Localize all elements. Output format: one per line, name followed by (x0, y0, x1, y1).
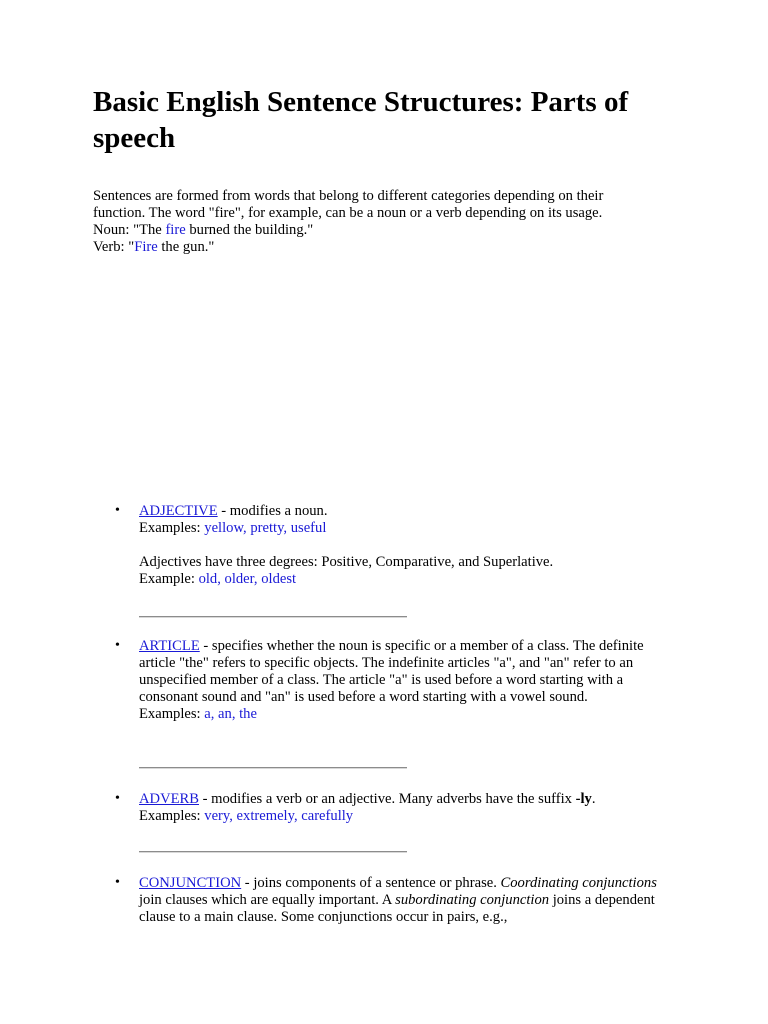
list-item-adjective (139, 503, 679, 588)
conjunction-link[interactable]: CONJUNCTION (139, 875, 242, 891)
article-examples-label: Examples: (139, 706, 205, 722)
adjective-example-label: Example: (139, 571, 199, 587)
verb-word: Fire (134, 239, 158, 255)
adjective-note: Adjectives have three degrees: Positive, Comparative, and Superlative. (139, 554, 554, 570)
conjunction-definition-b: join clauses which are equally important. A (139, 892, 396, 908)
adjective-examples-label: Examples: (139, 520, 205, 536)
adjective-examples: yellow, pretty, useful (204, 520, 327, 536)
article-definition: - specifies whether the noun is specific or a member of a class. The definite article "the" refers to specific objects. The indefinite articles "a", and "an" refer to an unspecified member of a class. The article "a" is used before a word starting with a consonant sound and "an" is used before a word starting with a vowel sound. (139, 638, 644, 705)
noun-example (93, 222, 653, 239)
adverb-period: . (591, 791, 596, 807)
verb-suffix: the gun." (157, 239, 215, 255)
adverb-examples-label: Examples: (139, 808, 205, 824)
article-examples: a, an, the (204, 706, 257, 722)
noun-word: fire (165, 222, 186, 238)
divider (139, 851, 407, 853)
adjective-example: old, older, oldest (198, 571, 297, 587)
conjunction-definition-c: joins a dependent clause to a main clause. Some conjunctions occur in pairs, e.g., (139, 892, 655, 925)
list-item-article (139, 638, 669, 723)
noun-prefix: Noun: "The (93, 222, 166, 238)
bullet-icon: • (115, 791, 120, 806)
adverb-definition: - modifies a verb or an adjective. Many adverbs have the suffix (199, 791, 576, 807)
verb-example (93, 239, 653, 256)
noun-suffix: burned the building." (185, 222, 314, 238)
bullet-icon: • (115, 638, 120, 653)
bullet-icon: • (115, 875, 120, 890)
bullet-icon: • (115, 503, 120, 518)
conjunction-definition-a: - joins components of a sentence or phrase. (241, 875, 501, 891)
adjective-link[interactable]: ADJECTIVE (139, 503, 218, 519)
list-item-conjunction (139, 875, 669, 926)
divider (139, 767, 407, 769)
adverb-suffix: -ly (575, 791, 592, 807)
page-title: Basic English Sentence Structures: Parts of speech (93, 86, 629, 154)
article-link[interactable]: ARTICLE (139, 638, 200, 654)
coordinating-term: Coordinating conjunctions (500, 875, 657, 891)
divider (139, 616, 407, 618)
intro-paragraph: Sentences are formed from words that belong to different categories depending on their function. The word "fire", for example, can be a noun or a verb depending on its usage. (93, 188, 604, 221)
subordinating-term: subordinating conjunction (395, 892, 550, 908)
adjective-definition: - modifies a noun. (217, 503, 328, 519)
intro-section (93, 188, 653, 256)
adverb-link[interactable]: ADVERB (139, 791, 199, 807)
adverb-examples: very, extremely, carefully (204, 808, 354, 824)
verb-prefix: Verb: " (93, 239, 135, 255)
list-item-adverb (139, 791, 679, 825)
